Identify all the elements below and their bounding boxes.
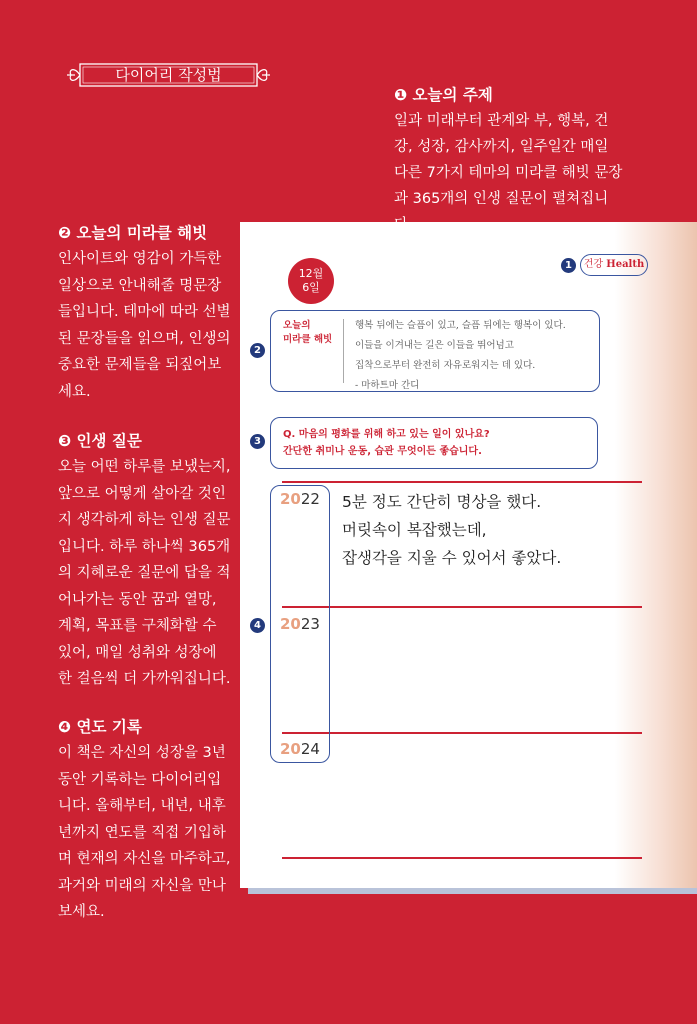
section-life-question	[58, 430, 233, 693]
date-circle	[288, 258, 334, 304]
section2-line: 들입니다. 테마에 따라 선별	[58, 304, 231, 320]
answer-line: 머릿속이 복잡했는데,	[342, 521, 487, 539]
section4-line: 과거와 미래의 자신을 만나	[58, 877, 226, 894]
section2-line: 일상으로 안내해줄 명문장	[58, 277, 222, 294]
section-miracle-habit	[58, 222, 233, 405]
marker-3-icon: ❸	[58, 432, 72, 450]
section1-line: 일과 미래부터 관계와 부, 행복, 건	[394, 113, 609, 129]
section4-line: 년까지 연도를 직접 기입하	[58, 824, 226, 841]
section-rule	[282, 732, 642, 734]
habit-label-line: 오늘의	[283, 320, 311, 331]
section4-line: 동안 기록하는 다이어리입	[58, 771, 222, 788]
title-badge	[66, 60, 271, 90]
date-day: 6일	[302, 281, 320, 294]
theme-tag-en: Health	[606, 259, 645, 270]
section1-line: 과 365개의 인생 질문이 펼쳐집니	[394, 191, 609, 207]
answer-line: 잡생각을 지울 수 있어서 좋았다.	[342, 549, 562, 567]
marker-3-icon: 3	[250, 434, 265, 449]
marker-2-icon: ❷	[58, 224, 72, 242]
section-rule	[282, 606, 642, 608]
section2-line: 된 문장들을 읽으며, 인생의	[58, 330, 231, 347]
theme-tag-ko: 건강	[583, 259, 604, 270]
section3-heading: 인생 질문	[76, 432, 142, 450]
section1-heading: 오늘의 주제	[412, 86, 493, 104]
section3-line: 지 생각하게 하는 인생 질문	[58, 512, 231, 528]
habit-quote	[355, 316, 595, 396]
section3-line: 어나가는 동안 꿈과 열망,	[58, 591, 217, 608]
section2-line: 중요한 문제들을 되짚어보	[58, 357, 222, 373]
year-century: 20	[280, 490, 301, 508]
section3-line: 의 지혜로운 질문에 답을 적	[58, 565, 231, 581]
quote-line: 행복 뒤에는 슬픔이 있고, 슬픔 뒤에는 행복이 있다.	[355, 320, 566, 331]
quote-line: 이들을 이겨내는 길은 이들을 뛰어넘고	[355, 340, 514, 351]
section1-line: 다른 7가지 테마의 미라클 해빗 문장	[394, 165, 623, 181]
year-suffix: 24	[300, 740, 320, 758]
diary-page-mockup	[240, 222, 697, 894]
section-today-theme	[394, 84, 624, 238]
section3-line: 계획, 목표를 구체화할 수	[58, 618, 217, 634]
section3-line: 있어, 매일 성취와 성장에	[58, 644, 217, 661]
answer-line: 5분 정도 간단히 명상을 했다.	[342, 493, 542, 511]
marker-1-icon: ❶	[394, 86, 408, 104]
year-suffix: 22	[300, 490, 320, 508]
section4-line: 니다. 올해부터, 내년, 내후	[58, 798, 226, 814]
year-suffix: 23	[300, 615, 320, 633]
diary-page	[240, 222, 697, 888]
marker-1-icon: 1	[561, 258, 576, 273]
year-entry-1[interactable]	[280, 490, 320, 508]
question-line: 간단한 취미나 운동, 습관 무엇이든 좋습니다.	[283, 446, 482, 457]
habit-divider	[343, 319, 344, 383]
miracle-habit-box	[270, 310, 600, 392]
section4-heading: 연도 기록	[76, 718, 142, 736]
section3-line: 입니다. 하루 하나씩 365개	[58, 538, 231, 555]
section-year-record	[58, 716, 233, 926]
habit-label-line: 미라클 해빗	[283, 334, 333, 345]
section-rule	[282, 481, 642, 483]
answer-text	[342, 488, 662, 572]
marker-2-icon: 2	[250, 343, 265, 358]
section-rule	[282, 857, 642, 859]
year-entry-3[interactable]	[280, 740, 320, 758]
section1-line: 강, 성장, 감사까지, 일주일간 매일	[394, 139, 609, 155]
quote-author: - 마하트마 간디	[355, 380, 420, 391]
section2-line: 인사이트와 영감이 가득한	[58, 251, 222, 267]
habit-label	[283, 319, 343, 347]
year-entry-2[interactable]	[280, 615, 320, 633]
date-month: 12월	[298, 267, 324, 280]
question-line: Q. 마음의 평화를 위해 하고 있는 일이 있나요?	[283, 429, 490, 440]
theme-tag	[580, 254, 648, 276]
life-question-box	[270, 417, 598, 469]
section4-line: 며 현재의 자신을 마주하고,	[58, 851, 231, 867]
year-century: 20	[280, 740, 301, 758]
marker-4-icon: 4	[250, 618, 265, 633]
year-century: 20	[280, 615, 301, 633]
section2-heading: 오늘의 미라클 해빗	[76, 224, 208, 242]
section3-line: 오늘 어떤 하루를 보냈는지,	[58, 459, 231, 475]
section2-line: 세요.	[58, 383, 91, 400]
quote-line: 집착으로부터 완전히 자유로워지는 데 있다.	[355, 360, 536, 371]
marker-4-icon: ❹	[58, 718, 72, 736]
title-badge-label: 다이어리 작성법	[115, 66, 222, 84]
section4-line: 이 책은 자신의 성장을 3년	[58, 745, 226, 761]
section3-line: 앞으로 어떻게 살아갈 것인	[58, 485, 226, 502]
section4-line: 보세요.	[58, 904, 105, 920]
section3-line: 한 걸음씩 더 가까워집니다.	[58, 671, 231, 687]
